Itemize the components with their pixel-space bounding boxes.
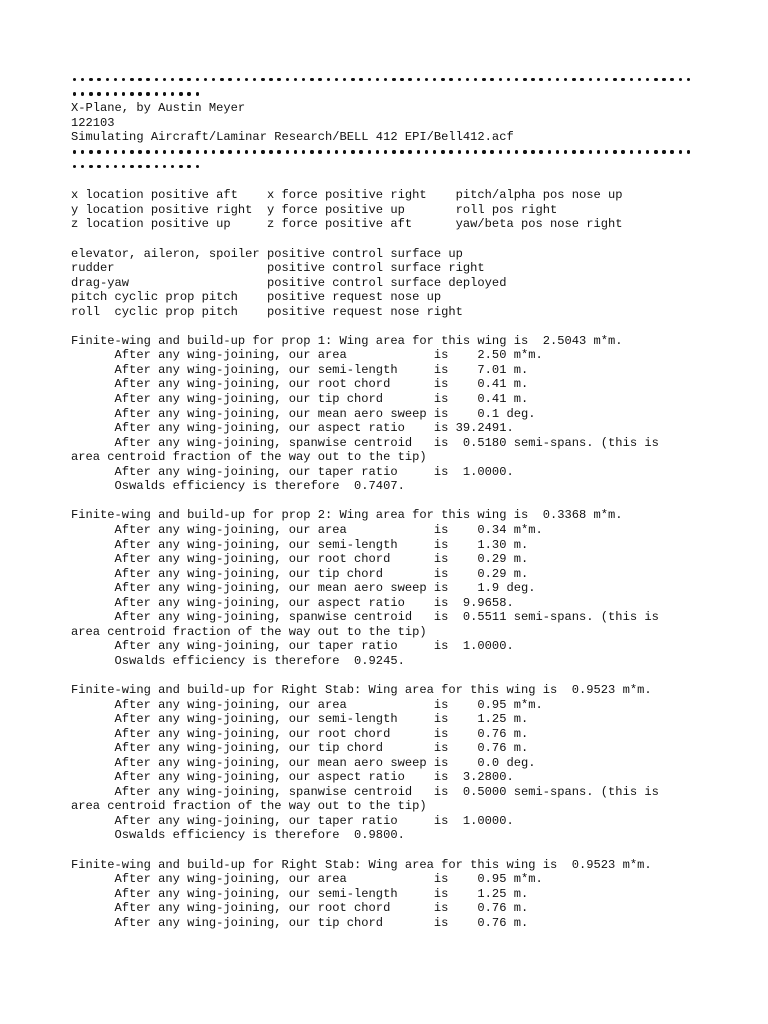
separator-dot [644,145,652,160]
control-line: pitch cyclic prop pitch positive request nose up [71,290,442,305]
control-line: drag-yaw positive control surface deployed [71,275,507,290]
separator-line [71,145,751,160]
separator-dot [104,72,112,87]
separator-dot [71,72,79,87]
separator-dot [161,72,169,87]
wing-line: After any wing-joining, our root chord is 0.76 m. [71,726,529,741]
separator-dot [137,72,145,87]
wing-line: After any wing-joining, our tip chord is 0.76 m. [71,741,529,756]
wing-line: After any wing-joining, our mean aero sweep is 0.0 deg. [71,755,536,770]
separator-dot [677,145,685,160]
separator-dot [570,145,578,160]
separator-dot [227,145,235,160]
separator-dot [538,72,546,87]
separator-dot [87,72,95,87]
separator-dot [538,145,546,160]
wing-line: After any wing-joining, our area is 0.34 m*m. [71,522,543,537]
separator-dot [464,72,472,87]
separator-dot [96,159,104,174]
separator-dot [652,145,660,160]
separator-dot [448,145,456,160]
separator-dot [186,145,194,160]
separator-dot [71,145,79,160]
wing-line: After any wing-joining, our semi-length is 1.25 m. [71,886,529,901]
separator-dot [268,145,276,160]
separator-dot [521,72,529,87]
axis-conventions [71,188,751,232]
separator-dot [137,87,145,102]
wing-line: After any wing-joining, our semi-length is 7.01 m. [71,362,529,377]
separator-dot [521,145,529,160]
separator-dot [579,145,587,160]
wing-heading: Finite-wing and build-up for prop 1: Wing area for this wing is 2.5043 m*m. [71,333,623,348]
separator-dot [513,145,521,160]
separator-dot [120,145,128,160]
separator-dot [79,145,87,160]
separator-dot [276,72,284,87]
separator-dot [194,145,202,160]
wing-line: After any wing-joining, our area is 2.50 m*m. [71,348,543,363]
separator-dot [456,145,464,160]
separator-dot [153,145,161,160]
wing-line: After any wing-joining, spanwise centroid is 0.5000 semi-spans. (this is [71,784,659,799]
separator-dot [251,145,259,160]
separator-dot [620,72,628,87]
separator-dot [570,72,578,87]
separator-dot [308,145,316,160]
separator-dot [349,72,357,87]
separator-dot [284,72,292,87]
separator-dot [431,72,439,87]
separator-dot [210,72,218,87]
separator-dot [104,145,112,160]
separator-dot [87,87,95,102]
separator-dot [243,72,251,87]
separator-dot [325,72,333,87]
separator-dot [636,72,644,87]
separator-dot [292,145,300,160]
separator-dot [300,145,308,160]
separator-dot [169,145,177,160]
separator-dot [96,87,104,102]
separator-dot [636,145,644,160]
separator-dot [71,159,79,174]
separator-dot [177,72,185,87]
separator-dot [259,145,267,160]
separator-dot [161,145,169,160]
app-name: X-Plane, by Austin Meyer [71,101,246,116]
separator-dot [677,72,685,87]
blank-line [71,174,751,189]
separator-dot [554,72,562,87]
separator-line [71,159,751,174]
separator-dot [112,87,120,102]
separator-dot [120,87,128,102]
header [71,101,751,145]
wing-line: After any wing-joining, our taper ratio is 1.0000. [71,639,514,654]
separator-dot [407,145,415,160]
separator-dot [218,145,226,160]
separator-dot [628,72,636,87]
wing-line: After any wing-joining, our root chord is 0.41 m. [71,377,529,392]
separator-dot [390,72,398,87]
separator-dot [431,145,439,160]
separator-dot [374,145,382,160]
separator-dot [235,145,243,160]
separator-dot [333,145,341,160]
separator-dot [399,72,407,87]
separator-bottom [71,145,751,174]
control-line: roll cyclic prop pitch positive request nose right [71,304,463,319]
blank-line [71,319,751,334]
separator-dot [489,145,497,160]
separator-dot [87,145,95,160]
wing-line: Oswalds efficiency is therefore 0.9800. [71,828,405,843]
separator-dot [407,72,415,87]
separator-dot [472,72,480,87]
separator-dot [595,72,603,87]
separator-dot [87,159,95,174]
separator-dot [603,72,611,87]
separator-dot [153,159,161,174]
separator-dot [497,72,505,87]
separator-dot [562,72,570,87]
separator-dot [685,145,693,160]
separator-dot [382,72,390,87]
separator-dot [235,72,243,87]
separator-dot [210,145,218,160]
separator-dot [587,145,595,160]
separator-dot [137,159,145,174]
wing-line: After any wing-joining, our aspect ratio is 39.2491. [71,421,514,436]
separator-dot [620,145,628,160]
separator-dot [603,145,611,160]
separator-dot [439,72,447,87]
separator-dot [276,145,284,160]
separator-dot [669,145,677,160]
separator-dot [112,72,120,87]
separator-dot [194,72,202,87]
wing-block-right-stab [71,683,751,843]
separator-dot [415,145,423,160]
wing-heading: Finite-wing and build-up for prop 2: Wing area for this wing is 0.3368 m*m. [71,508,623,523]
separator-dot [669,72,677,87]
separator-dot [317,72,325,87]
separator-dot [358,72,366,87]
separator-dot [685,72,693,87]
wing-line: After any wing-joining, our semi-length is 1.30 m. [71,537,529,552]
wing-line: After any wing-joining, our root chord is 0.29 m. [71,552,529,567]
separator-dot [579,72,587,87]
separator-dot [186,87,194,102]
separator-dot [628,145,636,160]
separator-dot [358,145,366,160]
separator-dot [96,72,104,87]
wing-block-prop-2 [71,508,751,668]
wing-line: area centroid fraction of the way out to the tip) [71,450,427,465]
separator-dot [366,72,374,87]
separator-dot [79,87,87,102]
convention-line: y location positive right y force positive up roll pos right [71,202,558,217]
separator-dot [202,145,210,160]
wing-line: After any wing-joining, our tip chord is 0.41 m. [71,392,529,407]
wing-line: area centroid fraction of the way out to the tip) [71,799,427,814]
separator-dot [227,72,235,87]
separator-dot [423,72,431,87]
separator-dot [268,72,276,87]
separator-dot [218,72,226,87]
wing-heading: Finite-wing and build-up for Right Stab: Wing area for this wing is 0.9523 m*m. [71,682,652,697]
wing-line: After any wing-joining, our root chord is 0.76 m. [71,901,529,916]
wing-line: After any wing-joining, our taper ratio is 1.0000. [71,813,514,828]
wing-line: Oswalds efficiency is therefore 0.7407. [71,479,405,494]
separator-dot [243,145,251,160]
separator-dot [96,145,104,160]
aircraft-path: Simulating Aircraft/Laminar Research/BELL 412 EPI/Bell412.acf [71,130,514,145]
convention-line: z location positive up z force positive aft yaw/beta pos nose right [71,217,623,232]
separator-dot [317,145,325,160]
separator-dot [661,72,669,87]
blank-line [71,232,751,247]
separator-dot [415,72,423,87]
separator-dot [562,145,570,160]
separator-dot [505,72,513,87]
separator-dot [128,145,136,160]
separator-dot [644,72,652,87]
separator-dot [505,145,513,160]
separator-dot [611,72,619,87]
separator-dot [374,72,382,87]
separator-dot [194,87,202,102]
separator-dot [464,145,472,160]
document-page [71,72,751,930]
separator-dot [71,87,79,102]
convention-line: x location positive aft x force positive right pitch/alpha pos nose up [71,188,623,203]
separator-dot [546,145,554,160]
separator-dot [177,87,185,102]
separator-line [71,72,751,87]
separator-dot [595,145,603,160]
control-line: rudder positive control surface right [71,261,485,276]
separator-dot [153,72,161,87]
separator-dot [177,145,185,160]
separator-dot [480,145,488,160]
separator-dot [480,72,488,87]
separator-dot [497,145,505,160]
wing-line: After any wing-joining, our semi-length is 1.25 m. [71,712,529,727]
separator-dot [366,145,374,160]
separator-dot [472,145,480,160]
wing-line: area centroid fraction of the way out to the tip) [71,624,427,639]
separator-dot [145,87,153,102]
separator-dot [587,72,595,87]
wing-line: After any wing-joining, our aspect ratio is 9.9658. [71,595,514,610]
separator-dot [325,145,333,160]
separator-dot [169,87,177,102]
wing-line: After any wing-joining, our mean aero sweep is 1.9 deg. [71,581,536,596]
separator-dot [333,72,341,87]
separator-dot [137,145,145,160]
separator-dot [169,159,177,174]
wing-line: After any wing-joining, our tip chord is 0.76 m. [71,915,529,930]
separator-dot [104,159,112,174]
separator-line [71,87,751,102]
separator-dot [145,145,153,160]
separator-dot [259,72,267,87]
separator-dot [79,159,87,174]
separator-dot [513,72,521,87]
blank-line [71,668,751,683]
separator-dot [128,159,136,174]
separator-dot [112,159,120,174]
wing-block-right-stab-2 [71,858,751,931]
separator-dot [120,72,128,87]
separator-dot [177,159,185,174]
separator-dot [530,145,538,160]
wing-line: After any wing-joining, our area is 0.95 m*m. [71,697,543,712]
separator-dot [652,72,660,87]
separator-dot [554,145,562,160]
separator-dot [161,87,169,102]
blank-line [71,494,751,509]
separator-dot [341,145,349,160]
separator-dot [128,87,136,102]
separator-dot [390,145,398,160]
separator-dot [308,72,316,87]
separator-dot [661,145,669,160]
separator-dot [194,159,202,174]
separator-dot [169,72,177,87]
version-number: 122103 [71,115,115,130]
separator-dot [251,72,259,87]
separator-dot [161,159,169,174]
separator-dot [186,72,194,87]
blank-line [71,843,751,858]
wing-line: Oswalds efficiency is therefore 0.9245. [71,653,405,668]
wing-block-prop-1 [71,334,751,494]
separator-dot [292,72,300,87]
wing-line: After any wing-joining, our tip chord is 0.29 m. [71,566,529,581]
separator-dot [145,159,153,174]
separator-dot [186,159,194,174]
separator-dot [145,72,153,87]
separator-dot [104,87,112,102]
wing-line: After any wing-joining, our taper ratio is 1.0000. [71,464,514,479]
separator-dot [79,72,87,87]
separator-dot [153,87,161,102]
separator-dot [489,72,497,87]
separator-dot [439,145,447,160]
separator-dot [112,145,120,160]
wing-line: After any wing-joining, spanwise centroid is 0.5180 semi-spans. (this is [71,435,659,450]
separator-dot [423,145,431,160]
separator-dot [382,145,390,160]
separator-dot [128,72,136,87]
wing-line: After any wing-joining, our mean aero sweep is 0.1 deg. [71,406,536,421]
wing-line: After any wing-joining, our area is 0.95 m*m. [71,872,543,887]
separator-dot [202,72,210,87]
separator-dot [399,145,407,160]
separator-dot [120,159,128,174]
separator-dot [546,72,554,87]
control-conventions [71,247,751,320]
separator-dot [341,72,349,87]
wing-line: After any wing-joining, spanwise centroid is 0.5511 semi-spans. (this is [71,610,659,625]
separator-dot [530,72,538,87]
wing-line: After any wing-joining, our aspect ratio is 3.2800. [71,770,514,785]
separator-top [71,72,751,101]
wing-heading: Finite-wing and build-up for Right Stab: Wing area for this wing is 0.9523 m*m. [71,857,652,872]
separator-dot [300,72,308,87]
control-line: elevator, aileron, spoiler positive control surface up [71,246,463,261]
separator-dot [611,145,619,160]
separator-dot [349,145,357,160]
separator-dot [456,72,464,87]
separator-dot [284,145,292,160]
separator-dot [448,72,456,87]
